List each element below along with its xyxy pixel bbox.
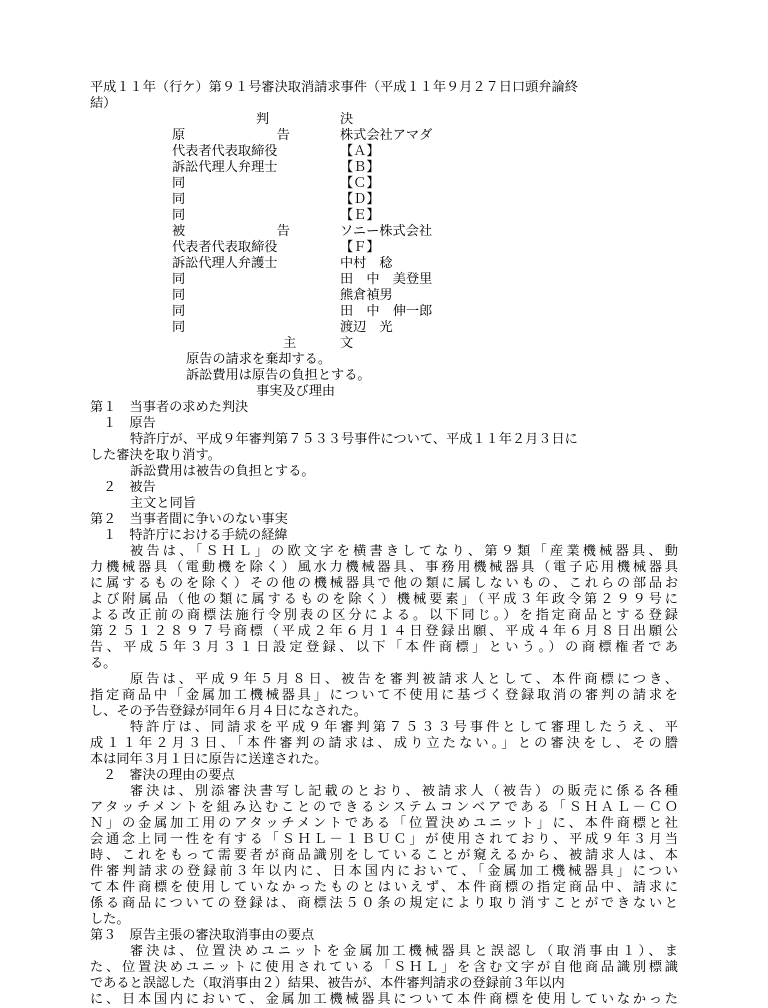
party-role: 原 告 [172,128,290,143]
party-name: 【Ｂ】 [340,160,380,175]
party-row [90,288,678,304]
party-row [90,176,678,192]
paragraph-line: 特許庁が、平成９年審判第７５３３号事件について、平成１１年２月３日に [130,432,578,447]
facts-heading: 事実及び理由 [256,384,336,399]
paragraph-line: した。 [90,912,130,927]
party-role: 代表者代表取締役 [172,240,278,255]
judgment-body [90,400,678,1008]
party-name: ソニー株式会社 [340,224,433,239]
paragraph-line: 審決は、位置決めユニットを金属加工機械器具と誤認し（取消事由１）、ま [130,944,678,959]
heading-char: 決 [340,112,354,127]
party-row [90,272,678,288]
section-heading: 第３ 原告主張の審決取消事由の要点 [90,928,315,943]
party-name: 【Ｅ】 [340,208,380,223]
section-heading: 第２ 当事者間に争いのない事実 [90,512,288,527]
paragraph-line: 時、これをもって需要者が商品識別をしていることが窺えるから、被請求人は、本 [90,848,678,863]
party-name: 中村 稔 [340,256,393,271]
paragraph-line: て本件商標を使用していなかったものとはいえず、本件商標の指定商品中、請求に [90,880,678,895]
paragraph-line: た、位置決めユニットに使用されている「ＳＨＬ」を含む文字が自他商品識別標識 [90,960,678,975]
paragraph-line: 指定商品中「金属加工機械器具」について不使用に基づく登録取消の審判の請求を [90,688,678,703]
main-text-line: 原告の請求を棄却する。 [186,352,332,367]
paragraph-line: る。 [90,656,117,671]
party-role: 同 [172,288,186,303]
paragraph-line: 係る商品についての登録は、商標法５０条の規定により取り消すことができないと [90,896,678,911]
party-name: 熊倉禎男 [340,288,393,303]
paragraph-line: アタッチメントを組み込むことのできるシステムコンベアである「ＳＨＡＬ－ＣＯ [90,800,678,815]
heading-char: 主 [283,336,297,351]
paragraph-line: よる改正前の商標法施行令別表の区分による。以下同じ。）を指定商品とする登録 [90,608,678,623]
party-row [90,320,678,336]
party-role: 同 [172,304,186,319]
subsection-heading: １ 原告 [103,416,156,431]
party-role: 訴訟代理人弁理士 [172,160,278,175]
paragraph-line: 被告は、「ＳＨＬ」の欧文字を横書きしてなり、第９類「産業機械器具、動 [130,544,678,559]
party-row [90,192,678,208]
party-role: 被 告 [172,224,290,239]
subsection-heading: ２ 審決の理由の要点 [103,768,235,783]
main-text-line: 訴訟費用は原告の負担とする。 [186,368,371,383]
paragraph-line: 力機械器具（電動機を除く）風水力機械器具、事務用機械器具（電子応用機械器具 [90,560,678,575]
party-name: 田 中 美登里 [340,272,433,287]
paragraph-line: 会通念上同一性を有する「ＳＨＬ－１ＢＵＣ」が使用されており、平成９年３月当 [90,832,678,847]
judgment-document [90,80,678,1008]
party-row [90,240,678,256]
judgment-heading [90,112,678,128]
party-role: 同 [172,192,186,207]
party-row [90,160,678,176]
party-role: 代表者代表取締役 [172,144,278,159]
party-row [90,304,678,320]
case-header-line: 平成１１年（行ケ）第９１号審決取消請求事件（平成１１年９月２７日口頭弁論終 [90,80,578,95]
parties-list [90,128,678,336]
paragraph-line: 原告は、平成９年５月８日、被告を審判被請求人として、本件商標につき、 [130,672,678,687]
paragraph-line: 成１１年２月３日、「本件審判の請求は、成り立たない。」との審決をし、その謄 [90,736,678,751]
heading-char: 文 [340,336,354,351]
party-name: 【Ａ】 [340,144,380,159]
party-row [90,224,678,240]
section-heading: 第１ 当事者の求めた判決 [90,400,249,415]
party-name: 渡辺 光 [340,320,393,335]
paragraph-line: に、日本国内において、金属加工機械器具について本件商標を使用していなかった [90,992,678,1007]
subsection-heading: １ 特許庁における手続の経緯 [103,528,288,543]
subsection-heading: ２ 被告 [103,480,156,495]
paragraph-line: Ｎ」の金属加工用のアタッチメントである「位置決めユニット」に、本件商標と社 [90,816,678,831]
paragraph-line: 本は同年３月１日に原告に送達された。 [90,752,328,767]
case-header-line: 結） [90,96,117,111]
paragraph-line: し、その予告登録が同年６月４日になされた。 [90,704,367,719]
paragraph-line: 訴訟費用は被告の負担とする。 [130,464,315,479]
party-role: 訴訟代理人弁護士 [172,256,278,271]
party-row [90,144,678,160]
paragraph-line: 第２５１２８９７号商標（平成２年６月１４日登録出願、平成４年６月８日出願公 [90,624,678,639]
paragraph-line: 主文と同旨 [130,496,196,511]
party-name: 【Ｃ】 [340,176,380,191]
party-role: 同 [172,272,186,287]
party-name: 田 中 伸一郎 [340,304,433,319]
paragraph-line: 審決は、別添審決書写し記載のとおり、被請求人（被告）の販売に係る各種 [130,784,678,799]
paragraph-line: よび附属品（他の類に属するものを除く）機械要素」（平成３年政令第２９９号に [90,592,678,607]
party-row [90,256,678,272]
party-row [90,208,678,224]
party-name: 【Ｄ】 [340,192,380,207]
paragraph-line: 特許庁は、同請求を平成９年審判第７５３３号事件として審理したうえ、平 [130,720,678,735]
party-role: 同 [172,176,186,191]
heading-char: 判 [256,112,270,127]
party-row [90,128,678,144]
party-name: 【Ｆ】 [340,240,380,255]
paragraph-line: した審決を取り消す。 [90,448,221,463]
party-role: 同 [172,320,186,335]
paragraph-line: に属するものを除く）その他の機械器具で他の類に属しないもの、これらの部品お [90,576,678,591]
paragraph-line: 告、平成５年３月３１日設定登録、以下「本件商標」という。）の商標権者であ [90,640,678,655]
party-name: 株式会社アマダ [340,128,433,143]
paragraph-line: であると誤認した（取消事由２）結果、被告が、本件審判請求の登録前３年以内 [90,976,565,991]
paragraph-line: 件審判請求の登録前３年以内に、日本国内において、「金属加工機械器具」につい [90,864,678,879]
main-heading [90,336,678,352]
party-role: 同 [172,208,186,223]
